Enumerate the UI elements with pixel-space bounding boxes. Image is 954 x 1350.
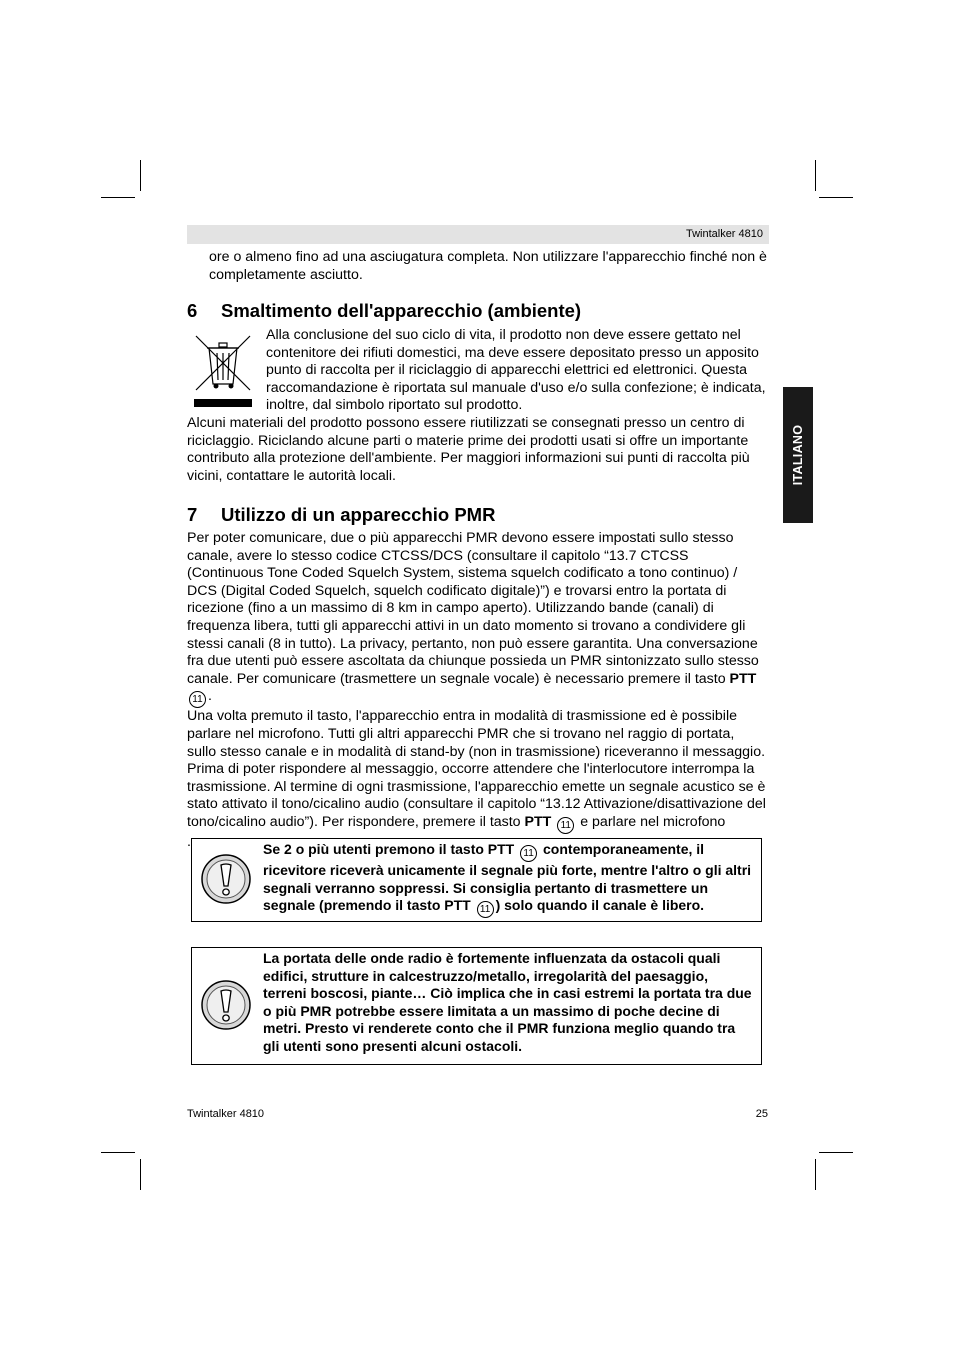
crop-mark (819, 197, 853, 198)
section-6-text-beside-icon (266, 327, 768, 415)
section-7-trailing-dot: . (187, 833, 191, 850)
exclamation-icon (200, 979, 252, 1031)
crop-mark (140, 1159, 141, 1190)
key-number-badge: 11 (557, 817, 574, 834)
crop-mark (101, 197, 135, 198)
key-number-badge: 11 (477, 901, 494, 918)
ptt-key-label: PTT (524, 813, 552, 830)
section-7-heading (187, 504, 495, 526)
section-7-paragraph-2: Una volta premuto il tasto, l'apparecchio entra in modalità di trasmissione ed è possibile parlare nel microfono. Tutti gli altri apparecchi PMR che si trovano nel raggio di portata, sullo stesso canale e in modalità di stand-by (non in trasmissione) riceveranno il messaggio. Prima di poter rispondere al messaggio, occorre attendere che l'interlocutore interrompa la trasmissione. Al termine di ogni trasmissione, l'apparecchio emette un segnale acustico se è stato attivato il tono/cicalino audio (consultare il capitolo “13.12 Attivazione/disattivazione del tono/cicalino audio”). Per rispondere, premere il tasto PTT 11 e parlare nel microfono (187, 708, 767, 834)
section-number: 6 (187, 300, 198, 321)
section-6-heading (187, 300, 581, 322)
warning-note (191, 838, 762, 922)
section-7-body (187, 530, 767, 852)
section-title: Utilizzo di un apparecchio PMR (221, 504, 496, 525)
text-line: punto di raccolta per il riciclaggio di apparecchi elettrici ed elettronici. Questa (266, 362, 748, 379)
crop-mark (140, 160, 141, 191)
intro-paragraph: ore o almeno fino ad una asciugatura completa. Non utilizzare l'apparecchio finché non è completamente asciutto. (209, 249, 767, 283)
section-number: 7 (187, 504, 198, 525)
crop-mark (819, 1152, 853, 1153)
running-header (187, 225, 769, 244)
key-number-badge: 11 (189, 691, 206, 708)
warning-note-text: Se 2 o più utenti premono il tasto PTT 11 contemporaneamente, il ricevitore riceverà unicamente il segnale più forte, mentre l'altro o gli altri segnali verranno soppressi. Si consiglia pertanto di trasmettere un segnale (premendo il tasto PTT 11 ) solo quando il canale è libero. (263, 841, 753, 918)
language-tab (783, 387, 813, 523)
crop-mark (101, 1152, 135, 1153)
text-line: raccomandazione è riportata sul manuale d'uso e/o sulla confezione; è indicata, (266, 379, 766, 396)
page-number: 25 (755, 1108, 768, 1120)
footer-title: Twintalker 4810 (187, 1108, 265, 1120)
exclamation-icon (200, 853, 252, 905)
text-line: Alla conclusione del suo ciclo di vita, il prodotto non deve essere gettato nel (266, 327, 741, 343)
range-note (191, 947, 762, 1065)
text-line: inoltre, dal simbolo riportato sul prodotto. (266, 397, 523, 414)
crop-mark (815, 1159, 816, 1190)
text-line: contenitore dei rifiuti domestici, ma deve essere depositato presso un apposito (266, 344, 759, 361)
header-title: Twintalker 4810 (685, 228, 763, 240)
section-6-paragraph-2: Alcuni materiali del prodotto possono essere riutilizzati se consegnati presso un centro di riciclaggio. Riciclando alcune parti o materie prime dei prodotti usati si offre un importante contributo alla protezione dell'ambiente. Per maggiori informazioni sui punti di raccolta più vicini, contattare le autorità locali. (187, 415, 750, 484)
crop-mark (815, 160, 816, 191)
section-7-paragraph-1: Per poter comunicare, due o più apparecchi PMR devono essere impostati sullo stesso canale, avere lo stesso codice CTCSS/DCS (consultare il capitolo “13.7 CTCSS (Continuous Tone Coded Squelch System, sistema squelch codificato a tono continuo) / DCS (Digital Coded Squelch, squelch codificato digitale)”) e trovarsi entro la portata di ricezione (fino a un massimo di 8 km in campo aperto). Utilizzando bande (canali) di frequenza libera, tutti gli apparecchi attivi in un dato momento si trovano a condividere gli stessi canali (8 in tutto). La privacy, pertanto, non può essere garantita. Una conversazione fra due utenti può essere ascoltata da chiunque possieda un PMR sintonizzato sullo stesso canale. Per comunicare (trasmettere un segnale vocale) è necessario premere il tasto PTT 11 . (187, 530, 767, 708)
language-tab-label: ITALIANO (791, 424, 805, 486)
range-note-text: La portata delle onde radio è fortemente influenzata da ostacoli quali edifici, strutture in calcestruzzo/metallo, irregolarità del paesaggio, terreni boscosi, piante… Ciò implica che in casi estremi la portata tra due o più PMR potrebbe essere limitata a un massimo di poche decine di metri. Presto vi renderete conto che il PMR funziona meglio quando tra gli utenti sono presenti alcuni ostacoli. (263, 950, 752, 1054)
weee-bin-icon (193, 334, 253, 409)
key-number-badge: 11 (520, 845, 537, 862)
ptt-key-label: PTT (729, 670, 757, 687)
section-title: Smaltimento dell'apparecchio (ambiente) (221, 300, 582, 321)
